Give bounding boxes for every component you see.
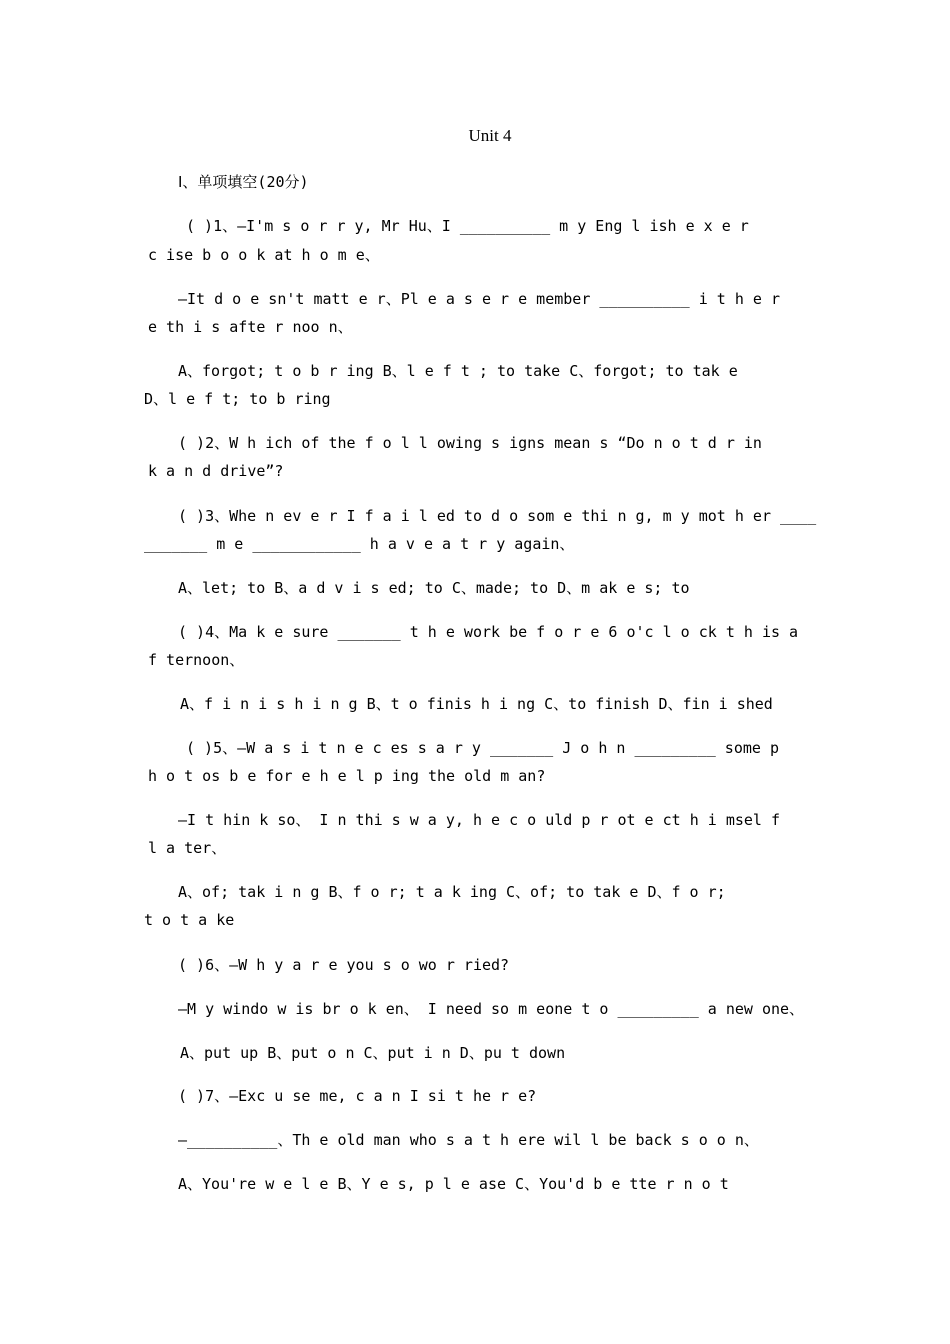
question-2-line-2: k a n d drive”? (148, 462, 284, 480)
question-1-options-line-2: D、l e f t; to b ring (144, 390, 331, 408)
question-7-line-1: ( )7、—Exc u se me, c a n I si t he r e? (178, 1087, 537, 1105)
question-1-options-line-1: A、forgot; t o b r ing B、l e f t ; to take C、forgot; to tak e (178, 362, 738, 380)
question-6-line-1: ( )6、—W h y a r e you s o wo r ried? (178, 956, 510, 974)
section-heading: Ⅰ、单项填空(20分) (178, 173, 309, 191)
question-3-options: A、let; to B、a d v i s ed; to C、made; to D、m ak e s; to (178, 579, 690, 597)
question-5-reply-line-1: —I t hin k so、 I n thi s w a y, h e c o uld p r ot e ct h i msel f (178, 811, 780, 829)
question-6-reply: —M y windo w is br o k en、 I need so m eone t o _________ a new one、 (178, 1000, 805, 1018)
question-7-reply: —__________、Th e old man who s a t h ere wil l be back s o o n、 (178, 1131, 759, 1149)
page-title: Unit 4 (468, 126, 512, 145)
question-7-options: A、You're w e l e B、Y e s, p l e ase C、You'd b e tte r n o t (178, 1175, 729, 1193)
question-1-reply-line-1: —It d o e sn't matt e r、Pl e a s e r e member __________ i t h e r (178, 290, 780, 308)
question-1-reply-line-2: e th i s afte r noo n、 (148, 318, 353, 336)
question-4-line-1: ( )4、Ma k e sure _______ t h e work be f o r e 6 o'c l o ck t h is a (178, 623, 799, 641)
question-2-line-1: ( )2、W h ich of the f o l l owing s igns mean s “Do n o t d r in (178, 434, 762, 452)
question-5-options-line-2: t o t a ke (144, 911, 235, 929)
question-1-line-1: ( )1、—I'm s o r r y, Mr Hu、I __________ m y Eng l ish e x e r (186, 217, 749, 235)
question-3-line-2: _______ m e ____________ h a v e a t r y again、 (144, 535, 575, 553)
question-4-options: A、f i n i s h i n g B、t o finis h i ng C、to finish D、fin i shed (180, 695, 773, 713)
question-5-line-2: h o t os b e for e h e l p ing the old m an? (148, 767, 546, 785)
question-4-line-2: f ternoon、 (148, 651, 245, 669)
question-1-line-2: c ise b o o k at h o m e、 (148, 246, 380, 264)
question-3-line-1: ( )3、Whe n ev e r I f a i l ed to d o som e thi n g, m y mot h er ____ (178, 507, 817, 525)
question-5-reply-line-2: l a ter、 (148, 839, 227, 857)
question-5-options-line-1: A、of; tak i n g B、f o r; t a k ing C、of; to tak e D、f o r; (178, 883, 726, 901)
question-6-options: A、put up B、put o n C、put i n D、pu t down (180, 1044, 566, 1062)
question-5-line-1: ( )5、—W a s i t n e c es s a r y _______ J o h n _________ some p (186, 739, 779, 757)
